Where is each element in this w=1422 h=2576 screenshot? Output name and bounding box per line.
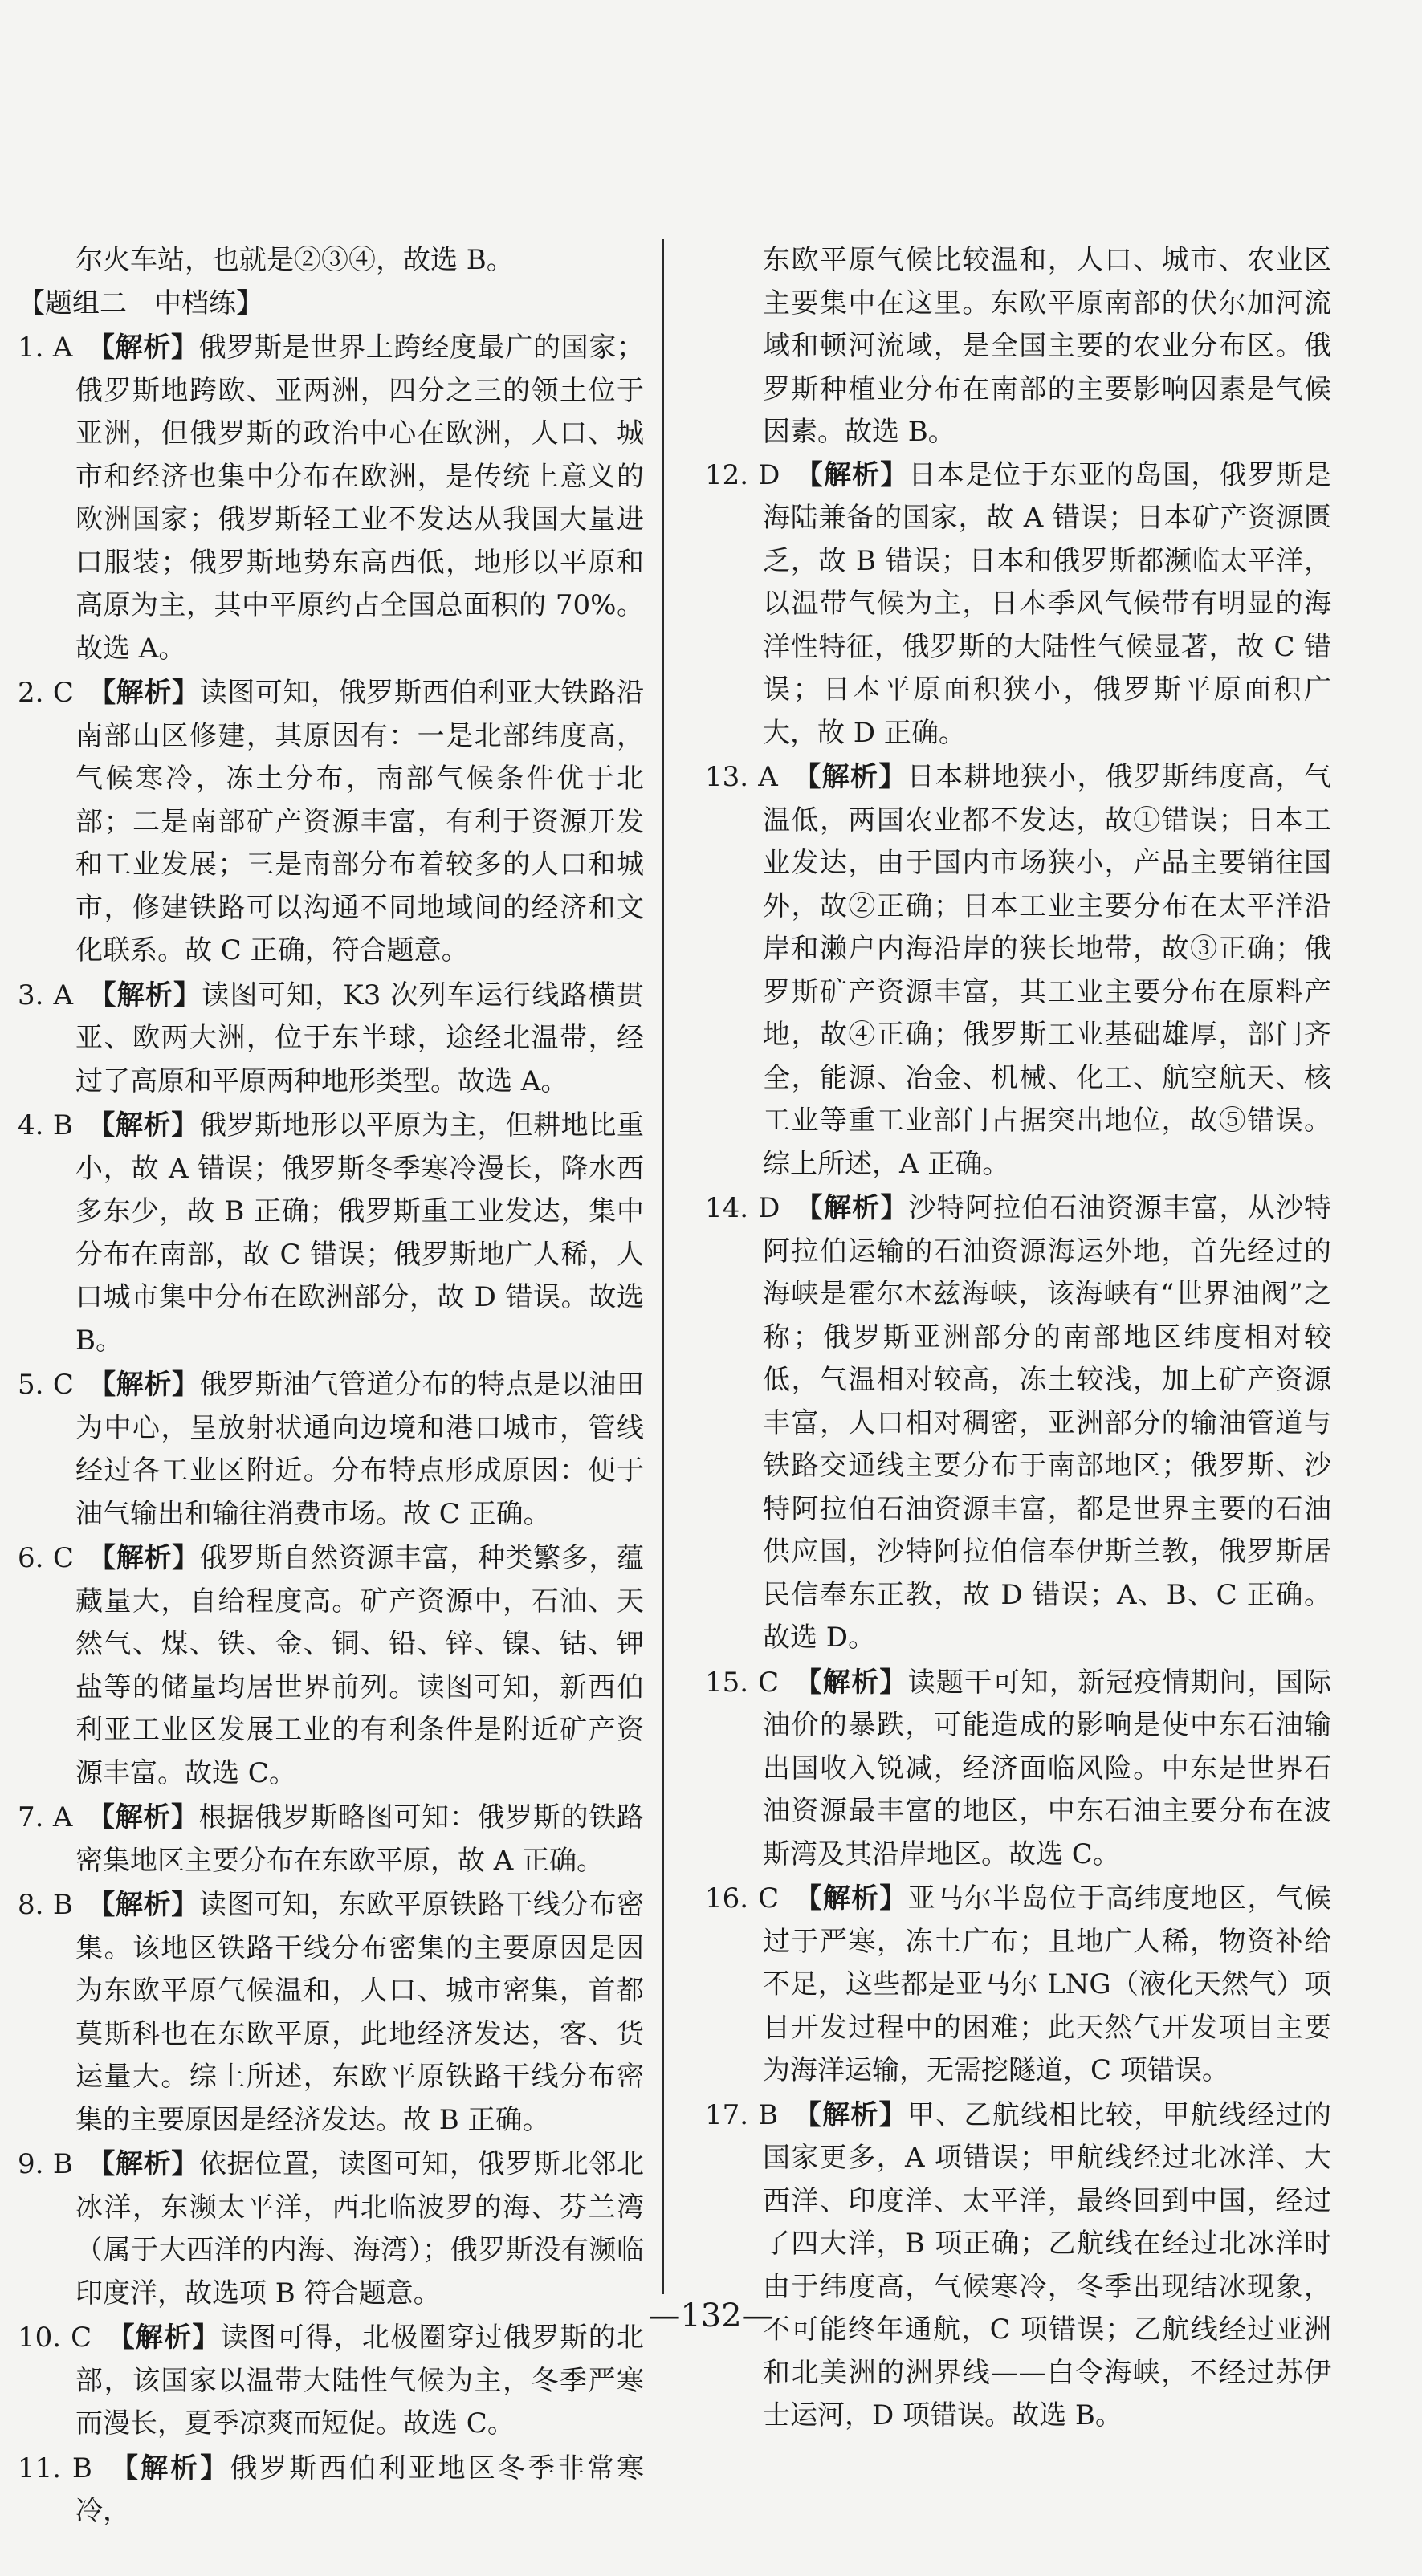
- answer-number: 10. C: [18, 2322, 92, 2354]
- analysis-text: 读图可得，北极圈穿过俄罗斯的北部，该国家以温带大陆性气候为主，冬季严寒而漫长，夏季凉爽而短促。故选 C。: [75, 2322, 645, 2440]
- analysis-text: 俄罗斯西伯利亚地区冬季非常寒冷，: [75, 2452, 645, 2527]
- analysis-tag: 【解析】: [102, 1369, 200, 1401]
- analysis-tag: 【解析】: [808, 1666, 908, 1699]
- answer-entry: [705, 1878, 1331, 2093]
- analysis-tag: 【解析】: [809, 458, 909, 491]
- answer-entry: [18, 1105, 644, 1362]
- analysis-text: 日本耕地狭小，俄罗斯纬度高，气温低，两国农业都不发达，故①错误；日本工业发达，由于国内市场狭小，产品主要销往国外，故②正确；日本工业主要分布在太平洋沿岸和濑户内海沿岸的狭长地带，故③正确；俄罗斯矿产资源丰富，其工业主要分布在原料产地，故④正确；俄罗斯工业基础雄厚，部门齐全，能源、冶金、机械、化工、航空航天、核工业等重工业部门占据突出地位，故⑤错误。综上所述，A 正确。: [763, 761, 1331, 1180]
- analysis-tag: 【解析】: [102, 979, 202, 1011]
- analysis-tag: 【解析】: [101, 1889, 199, 1921]
- analysis-text: 俄罗斯自然资源丰富，种类繁多，蕴藏量大，自给程度高。矿产资源中，石油、天然气、煤、铁、金、铜、铅、锌、镍、钴、钾盐等的储量均居世界前列。读图可知，新西伯利亚工业区发展工业的有利条件是附近矿产资源丰富。故选 C。: [75, 1542, 645, 1789]
- analysis-text: 日本是位于东亚的岛国，俄罗斯是海陆兼备的国家，故 A 错误；日本矿产资源匮乏，故 B 错误；日本和俄罗斯都濒临太平洋，以温带气候为主，日本季风气候带有明显的海洋性特征，俄罗斯的大陆性气候显著，故 C 错误；日本平原面积狭小，俄罗斯平原面积广大，故 D 正确。: [763, 458, 1332, 749]
- answer-entry: [18, 327, 644, 670]
- answer-entry: [18, 1797, 644, 1882]
- answer-list: [705, 454, 1331, 2438]
- analysis-text: 读图可知，俄罗斯西伯利亚大铁路沿南部山区修建，其原因有：一是北部纬度高，气候寒冷，冻土分布，南部气候条件优于北部；二是南部矿产资源丰富，有利于资源开发和工业发展；三是南部分布着较多的人口和城市，修建铁路可以沟通不同地域间的经济和文化联系。故 C 正确，符合题意。: [75, 677, 645, 967]
- page-number: —132—: [648, 2297, 774, 2334]
- answer-number: 1. A: [18, 332, 73, 364]
- answer-entry: [18, 2143, 644, 2315]
- answer-number: 5. C: [18, 1369, 74, 1401]
- answer-number: 7. A: [18, 1801, 73, 1833]
- answer-number: 4. B: [18, 1109, 73, 1141]
- answer-entry: [705, 756, 1331, 1186]
- analysis-tag: 【解析】: [101, 1109, 199, 1141]
- answer-entry: [18, 1537, 644, 1795]
- answer-entry: [18, 1364, 644, 1536]
- analysis-text: 读题干可知，新冠疫情期间，国际油价的暴跌，可能造成的影响是使中东石油输出国收入锐减，经济面临风险。中东是世界石油资源最丰富的地区，中东石油主要分布在波斯湾及其沿岸地区。故选 C。: [763, 1666, 1332, 1870]
- analysis-tag: 【解析】: [102, 677, 200, 709]
- analysis-text: 俄罗斯地形以平原为主，但耕地比重小，故 A 错误；俄罗斯冬季寒冷漫长，降水西多东少，故 B 正确；俄罗斯重工业发达，集中分布在南部，故 C 错误；俄罗斯地广人稀，人口城市集中分布在欧洲部分，故 D 错误。故选 B。: [75, 1109, 645, 1357]
- analysis-tag: 【解析】: [100, 1801, 199, 1833]
- analysis-tag: 【解析】: [807, 2098, 907, 2131]
- answer-number: 6. C: [18, 1542, 74, 1574]
- answer-list: [18, 327, 644, 2533]
- analysis-text: 甲、乙航线相比较，甲航线经过的国家更多，A 项错误；甲航线经过北冰洋、大西洋、印度洋、太平洋，最终回到中国，经过了四大洋，B 项正确；乙航线在经过北冰洋时由于纬度高，气候寒冷，冬季出现结冰现象，不可能终年通航，C 项错误；乙航线经过亚洲和北美洲的洲界线——白令海峡，不经过苏伊士运河，D 项错误。故选 B。: [763, 2098, 1332, 2432]
- analysis-text: 依据位置，读图可知，俄罗斯北邻北冰洋，东濒太平洋，西北临波罗的海、芬兰湾（属于大西洋的内海、海湾）；俄罗斯没有濒临印度洋，故选项 B 符合题意。: [75, 2148, 645, 2309]
- right-column: [705, 239, 1331, 2440]
- analysis-text: 俄罗斯油气管道分布的特点是以油田为中心，呈放射状通向边境和港口城市，管线经过各工业区附近。分布特点形成原因：便于油气输出和输往消费市场。故 C 正确。: [75, 1369, 645, 1530]
- answer-entry: [18, 672, 644, 973]
- analysis-text: 根据俄罗斯略图可知：俄罗斯的铁路密集地区主要分布在东欧平原，故 A 正确。: [75, 1801, 645, 1877]
- analysis-tag: 【解析】: [102, 1542, 200, 1574]
- analysis-tag: 【解析】: [101, 2148, 199, 2180]
- answer-number: 9. B: [18, 2148, 73, 2180]
- analysis-tag: 【解析】: [100, 332, 199, 364]
- analysis-tag: 【解析】: [120, 2322, 221, 2354]
- analysis-tag: 【解析】: [124, 2452, 230, 2484]
- continuation-text: 尔火车站，也就是②③④，故选 B。: [75, 244, 514, 276]
- answer-entry: [705, 454, 1331, 755]
- analysis-tag: 【解析】: [808, 1882, 908, 1915]
- left-column: [18, 239, 644, 2535]
- answer-number: 17. B: [705, 2098, 779, 2131]
- answer-entry: [705, 2094, 1331, 2438]
- answer-entry: [18, 1884, 644, 2142]
- answer-number: 2. C: [18, 677, 74, 709]
- answer-entry: [705, 1187, 1331, 1660]
- analysis-text: 沙特阿拉伯石油资源丰富，从沙特阿拉伯运输的石油资源海运外地，首先经过的海峡是霍尔木兹海峡，该海峡有“世界油阀”之称；俄罗斯亚洲部分的南部地区纬度相对较低，气温相对较高，冻土较浅，加上矿产资源丰富，人口相对稠密，亚洲部分的输油管道与铁路交通线主要分布于南部地区；俄罗斯、沙特阿拉伯石油资源丰富，都是世界主要的石油供应国，沙特阿拉伯信奉伊斯兰教，俄罗斯居民信奉东正教，故 D 错误；A、B、C 正确。故选 D。: [763, 1192, 1332, 1654]
- answer-number: 13. A: [705, 761, 778, 793]
- analysis-text: 亚马尔半岛位于高纬度地区，气候过于严寒，冻土广布；且地广人稀，物资补给不足，这些都是亚马尔 LNG（液化天然气）项目开发过程中的困难；此天然气开发项目主要为海洋运输，无需挖隧道，C 项错误。: [763, 1882, 1332, 2086]
- analysis-text: 读图可知，东欧平原铁路干线分布密集。该地区铁路干线分布密集的主要原因是因为东欧平原气候温和，人口、城市密集，首都莫斯科也在东欧平原，此地经济发达，客、货运量大。综上所述，东欧平原铁路干线分布密集的主要原因是经济发达。故 B 正确。: [75, 1889, 645, 2136]
- continuation-text: 东欧平原气候比较温和，人口、城市、农业区主要集中在这里。东欧平原南部的伏尔加河流域和顿河流域，是全国主要的农业分布区。俄罗斯种植业分布在南部的主要影响因素是气候因素。故选 B。: [763, 244, 1331, 448]
- answer-number: 14. D: [705, 1192, 780, 1224]
- answer-entry: [705, 1662, 1331, 1877]
- analysis-text: 俄罗斯是世界上跨经度最广的国家；俄罗斯地跨欧、亚两洲，四分之三的领土位于亚洲，但俄罗斯的政治中心在欧洲，人口、城市和经济也集中分布在欧洲，是传统上意义的欧洲国家；俄罗斯轻工业不发达从我国大量进口服装；俄罗斯地势东高西低，地形以平原和高原为主，其中平原约占全国总面积的 70%。故选 A。: [75, 332, 645, 665]
- analysis-tag: 【解析】: [807, 761, 907, 793]
- answer-number: 8. B: [18, 1889, 73, 1921]
- answer-number: 12. D: [705, 458, 780, 491]
- column-divider: [662, 239, 664, 2294]
- answer-entry: [18, 2317, 644, 2446]
- analysis-text: 读图可知，K3 次列车运行线路横贯亚、欧两大洲，位于东半球，途经北温带，经过了高原和平原两种地形类型。故选 A。: [75, 979, 645, 1097]
- analysis-tag: 【解析】: [809, 1192, 909, 1224]
- answer-entry: [18, 2448, 644, 2533]
- answer-entry: [18, 975, 644, 1104]
- answer-number: 16. C: [705, 1882, 780, 1915]
- section-heading: 【题组二 中档练】: [18, 287, 263, 319]
- answer-number: 15. C: [705, 1666, 780, 1699]
- answer-number: 11. B: [18, 2452, 92, 2484]
- answer-number: 3. A: [18, 979, 74, 1011]
